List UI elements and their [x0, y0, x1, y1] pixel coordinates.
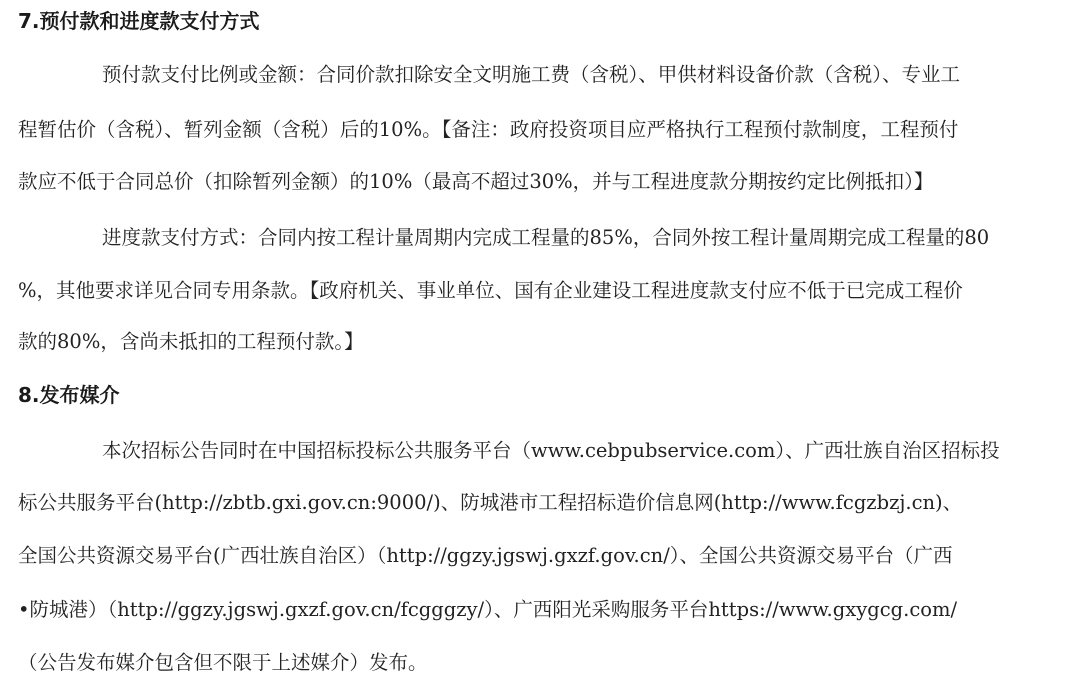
paragraph-line: 标公共服务平台(http://zbtb.gxi.gov.cn:9000/)、防城港市工程招标造价信息网(http://www.fcgzbzj.cn)、 [18, 491, 963, 514]
paragraph-line: 全国公共资源交易平台(广西壮族自治区）（http://ggzy.jgswj.gxzf.gov.cn/）、全国公共资源交易平台（广西 [18, 544, 953, 567]
paragraph-line: 款的80%，含尚未抵扣的工程预付款。】 [18, 330, 364, 353]
paragraph-line: 本次招标公告同时在中国招标投标公共服务平台（www.cebpubservice.com）、广西壮族自治区招标投 [102, 439, 1000, 462]
paragraph-line: 进度款支付方式：合同内按工程计量周期内完成工程量的85%，合同外按工程计量周期完成工程量的80 [102, 226, 990, 249]
section-heading-media: 8.发布媒介 [18, 383, 120, 407]
paragraph-line: %，其他要求详见合同专用条款。【政府机关、事业单位、国有企业建设工程进度款支付应不低于已完成工程价 [18, 279, 963, 302]
paragraph-line: 程暂估价（含税）、暂列金额（含税）后的10%。【备注：政府投资项目应严格执行工程预付款制度，工程预付 [18, 118, 959, 141]
section-heading-payment: 7.预付款和进度款支付方式 [18, 9, 260, 33]
paragraph-line: 预付款支付比例或金额：合同价款扣除安全文明施工费（含税）、甲供材料设备价款（含税）、专业工 [102, 63, 961, 86]
paragraph-line: •防城港）（http://ggzy.jgswj.gxzf.gov.cn/fcgggzy/）、广西阳光采购服务平台https://www.gxygcg.com/ [18, 598, 958, 621]
paragraph-line: （公告发布媒介包含但不限于上述媒介）发布。 [18, 651, 428, 674]
paragraph-line: 款应不低于合同总价（扣除暂列金额）的10%（最高不超过30%，并与工程进度款分期按约定比例抵扣）】 [18, 170, 934, 193]
